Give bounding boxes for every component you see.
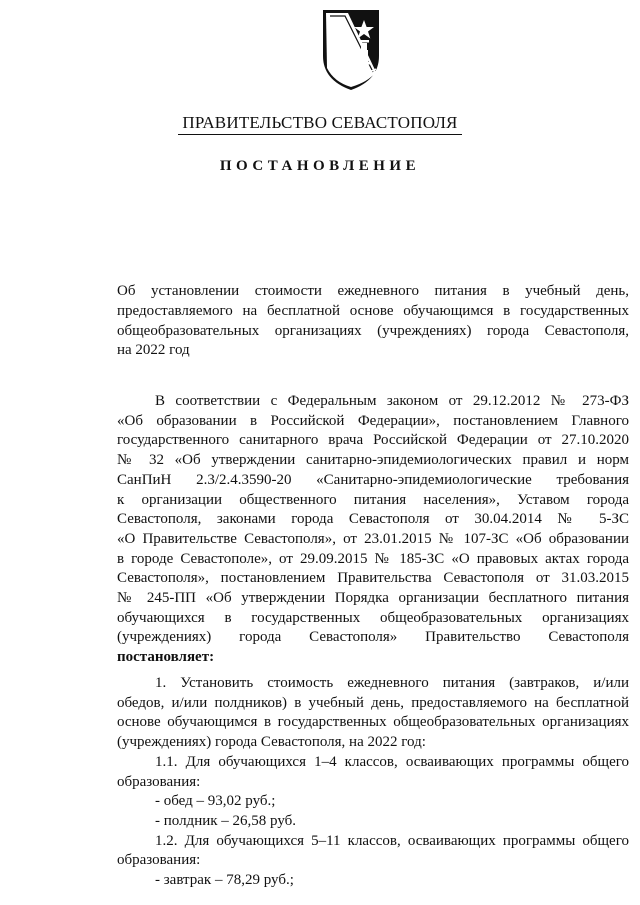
item-1-2-line: образования: <box>117 852 201 869</box>
preamble-line: «О Правительстве Севастополя», от 23.01.2015 № 107-ЗС «Об образовании <box>117 530 629 547</box>
decree-subject <box>117 282 629 361</box>
preamble <box>117 392 629 668</box>
preamble-line: обучающихся в государственных общеобразовательных организациях <box>117 609 629 626</box>
government-name: ПРАВИТЕЛЬСТВО СЕВАСТОПОЛЯ <box>0 113 640 135</box>
item-1-1-line: образования: <box>117 773 201 790</box>
preamble-line: «Об образовании в Российской Федерации», постановлением Главного <box>117 412 629 429</box>
item-1-line: основе обучающимся в государственных общеобразовательных организациях <box>117 714 629 731</box>
preamble-line: Севастополя, законами города Севастополя от 30.04.2014 № 5-ЗС <box>117 511 629 528</box>
preamble-line: № 32 «Об утверждении санитарно-эпидемиологических правил и норм <box>117 452 629 469</box>
subject-line: на 2022 год <box>117 342 190 359</box>
preamble-line: Севастополя», постановлением Правительства Севастополя от 31.03.2015 <box>117 570 629 587</box>
subject-line: общеобразовательных организациях (учреждениях) города Севастополя, <box>117 322 629 339</box>
price-item: - полдник – 26,58 руб. <box>155 812 297 829</box>
item-1 <box>117 674 629 891</box>
preamble-line: № 245-ПП «Об утверждении Порядка организации бесплатного питания <box>117 590 629 607</box>
preamble-line: к организации общественного питания населения», Уставом города <box>117 491 629 508</box>
item-1-line: 1. Установить стоимость ежедневного питания (завтраков, и/или <box>155 675 629 691</box>
item-1-line: обедов, и/или полдников) в учебный день, предоставляемого на бесплатной <box>117 694 629 711</box>
item-1-1-line: 1.1. Для обучающихся 1–4 классов, осваивающих программы общего <box>155 753 629 770</box>
preamble-line: (учреждениях) города Севастополя» Правительство Севастополя <box>117 629 629 646</box>
price-item: - обед – 93,02 руб.; <box>155 793 276 810</box>
preamble-line: В соответствии с Федеральным законом от 29.12.2012 № 273-ФЗ <box>155 393 629 409</box>
preamble-line: государственного санитарного врача Российской Федерации от 27.10.2020 <box>117 432 629 449</box>
item-1-line: (учреждениях) города Севастополя, на 2022 год: <box>117 734 426 751</box>
item-1-2-line: 1.2. Для обучающихся 5–11 классов, осваивающих программы общего <box>155 832 629 849</box>
sevastopol-coat-of-arms-icon <box>318 6 384 92</box>
price-item: - завтрак – 78,29 руб.; <box>155 872 294 889</box>
document-type: ПОСТАНОВЛЕНИЕ <box>219 158 421 174</box>
subject-line: Об установлении стоимости ежедневного питания в учебный день, <box>117 283 629 299</box>
subject-line: предоставляемого на бесплатной основе обучающимся в государственных <box>117 302 629 319</box>
preamble-final-word: постановляет: <box>117 649 215 666</box>
preamble-line: в городе Севастополе», от 29.09.2015 № 185-ЗС «О правовых актах города <box>117 550 629 567</box>
preamble-line: СанПиН 2.3/2.4.3590-20 «Санитарно-эпидемиологические требования <box>117 471 629 488</box>
